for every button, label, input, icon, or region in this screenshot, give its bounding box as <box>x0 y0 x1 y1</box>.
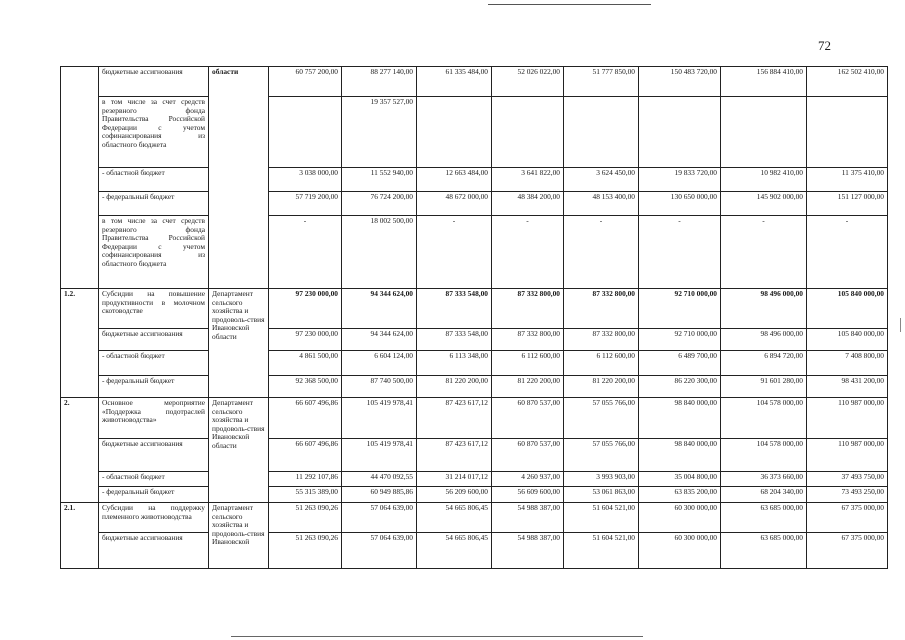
value-cell: 130 650 000,00 <box>639 192 721 216</box>
value-cell: 97 230 000,00 <box>269 329 342 351</box>
value-cell: 76 724 200,00 <box>342 192 417 216</box>
row-description: - федеральный бюджет <box>99 487 209 503</box>
row-number: 2.1. <box>61 503 99 569</box>
value-cell: 87 332 800,00 <box>492 289 564 329</box>
value-cell: 92 710 000,00 <box>639 289 721 329</box>
page-number: 72 <box>818 38 831 53</box>
value-cell: 4 861 500,00 <box>269 351 342 376</box>
value-cell: 81 220 200,00 <box>564 376 639 398</box>
value-cell: 87 423 617,12 <box>417 439 492 472</box>
table-row <box>61 533 888 569</box>
value-cell: 51 263 090,26 <box>269 503 342 533</box>
value-cell: 12 663 484,00 <box>417 168 492 192</box>
value-cell: 60 757 200,00 <box>269 67 342 97</box>
value-cell: 87 332 800,00 <box>492 329 564 351</box>
value-cell: 97 230 000,00 <box>269 289 342 329</box>
row-description: бюджетные ассигнования <box>99 329 209 351</box>
value-cell: 10 982 410,00 <box>721 168 807 192</box>
table-row <box>61 376 888 398</box>
value-cell: - <box>269 216 342 289</box>
value-cell: 7 408 800,00 <box>807 351 888 376</box>
value-cell: 3 038 000,00 <box>269 168 342 192</box>
value-cell: 35 004 800,00 <box>639 472 721 487</box>
value-cell: 68 204 340,00 <box>721 487 807 503</box>
value-cell: 60 949 885,86 <box>342 487 417 503</box>
value-cell: 63 685 000,00 <box>721 503 807 533</box>
table-row <box>61 398 888 439</box>
value-cell: 53 061 863,00 <box>564 487 639 503</box>
value-cell: 11 552 940,00 <box>342 168 417 192</box>
row-description: - федеральный бюджет <box>99 376 209 398</box>
table-row <box>61 487 888 503</box>
value-cell <box>417 97 492 168</box>
value-cell: 6 604 124,00 <box>342 351 417 376</box>
margin-mark <box>900 318 901 332</box>
value-cell: 98 840 000,00 <box>639 439 721 472</box>
value-cell: 36 373 660,00 <box>721 472 807 487</box>
value-cell: 11 292 107,86 <box>269 472 342 487</box>
value-cell: 4 260 937,00 <box>492 472 564 487</box>
value-cell: - <box>564 216 639 289</box>
table-row <box>61 97 888 168</box>
row-description: Субсидии на поддержку племенного животноводства <box>99 503 209 533</box>
table-row <box>61 351 888 376</box>
top-rule <box>488 4 651 5</box>
value-cell: - <box>417 216 492 289</box>
row-description: Субсидии на повышение продуктивности в молочном скотоводстве <box>99 289 209 329</box>
value-cell: 94 344 624,00 <box>342 289 417 329</box>
value-cell: 56 209 600,00 <box>417 487 492 503</box>
row-description: бюджетные ассигнования <box>99 439 209 472</box>
value-cell: 81 220 200,00 <box>492 376 564 398</box>
table-row <box>61 67 888 97</box>
value-cell: 3 641 822,00 <box>492 168 564 192</box>
value-cell: 60 300 000,00 <box>639 503 721 533</box>
value-cell: 44 470 092,55 <box>342 472 417 487</box>
value-cell <box>492 97 564 168</box>
value-cell <box>269 97 342 168</box>
value-cell: 60 870 537,00 <box>492 398 564 439</box>
value-cell: 87 332 800,00 <box>564 289 639 329</box>
value-cell: 11 375 410,00 <box>807 168 888 192</box>
row-description: бюджетные ассигнования <box>99 533 209 569</box>
value-cell: 110 987 000,00 <box>807 439 888 472</box>
value-cell: 6 112 600,00 <box>492 351 564 376</box>
value-cell: 67 375 000,00 <box>807 503 888 533</box>
value-cell: 57 064 639,00 <box>342 503 417 533</box>
value-cell: 6 112 600,00 <box>564 351 639 376</box>
value-cell: 56 609 600,00 <box>492 487 564 503</box>
value-cell: - <box>721 216 807 289</box>
value-cell: 162 502 410,00 <box>807 67 888 97</box>
value-cell: 105 840 000,00 <box>807 329 888 351</box>
value-cell: 48 153 400,00 <box>564 192 639 216</box>
value-cell: 60 870 537,00 <box>492 439 564 472</box>
value-cell: - <box>492 216 564 289</box>
row-executor: Департамент сельского хозяйства и продоволь-ствия Ивановской <box>209 503 269 569</box>
value-cell: 145 902 000,00 <box>721 192 807 216</box>
value-cell: 55 315 389,00 <box>269 487 342 503</box>
table-row <box>61 472 888 487</box>
table-row <box>61 439 888 472</box>
value-cell: 61 335 484,00 <box>417 67 492 97</box>
value-cell: 87 333 548,00 <box>417 329 492 351</box>
value-cell: 60 300 000,00 <box>639 533 721 569</box>
value-cell: 19 833 720,00 <box>639 168 721 192</box>
value-cell: 104 578 000,00 <box>721 439 807 472</box>
value-cell: 87 423 617,12 <box>417 398 492 439</box>
value-cell <box>639 97 721 168</box>
value-cell: 92 710 000,00 <box>639 329 721 351</box>
value-cell: 105 419 978,41 <box>342 439 417 472</box>
value-cell: 51 777 850,00 <box>564 67 639 97</box>
table-row <box>61 168 888 192</box>
value-cell: 57 719 200,00 <box>269 192 342 216</box>
value-cell: 19 357 527,00 <box>342 97 417 168</box>
value-cell: 81 220 200,00 <box>417 376 492 398</box>
value-cell: 18 002 500,00 <box>342 216 417 289</box>
value-cell: 67 375 000,00 <box>807 533 888 569</box>
value-cell: 86 220 300,00 <box>639 376 721 398</box>
value-cell: 31 214 017,12 <box>417 472 492 487</box>
table-row <box>61 289 888 329</box>
table-row <box>61 216 888 289</box>
value-cell: 6 894 720,00 <box>721 351 807 376</box>
budget-table <box>60 66 888 569</box>
value-cell: 54 988 387,00 <box>492 533 564 569</box>
value-cell: 57 055 766,00 <box>564 439 639 472</box>
bottom-rule <box>231 636 643 637</box>
value-cell: 151 127 000,00 <box>807 192 888 216</box>
table-row <box>61 503 888 533</box>
row-number <box>61 67 99 289</box>
value-cell: 51 604 521,00 <box>564 503 639 533</box>
value-cell: - <box>807 216 888 289</box>
table-row <box>61 192 888 216</box>
row-description: - областной бюджет <box>99 472 209 487</box>
row-executor: Департамент сельского хозяйства и продоволь-ствия Ивановской области <box>209 289 269 398</box>
row-number: 1.2. <box>61 289 99 398</box>
value-cell: 156 884 410,00 <box>721 67 807 97</box>
value-cell: 3 993 903,00 <box>564 472 639 487</box>
row-executor: области <box>209 67 269 289</box>
value-cell: 105 419 978,41 <box>342 398 417 439</box>
value-cell: 150 483 720,00 <box>639 67 721 97</box>
value-cell: 87 332 800,00 <box>564 329 639 351</box>
value-cell: 6 113 348,00 <box>417 351 492 376</box>
row-description: Основное мероприятие «Поддержка подотраслей животноводства» <box>99 398 209 439</box>
value-cell: 57 055 766,00 <box>564 398 639 439</box>
value-cell: 98 840 000,00 <box>639 398 721 439</box>
value-cell: 48 384 200,00 <box>492 192 564 216</box>
row-description: - областной бюджет <box>99 351 209 376</box>
value-cell: 52 026 022,00 <box>492 67 564 97</box>
value-cell: 37 493 750,00 <box>807 472 888 487</box>
value-cell: 57 064 639,00 <box>342 533 417 569</box>
value-cell: 73 493 250,00 <box>807 487 888 503</box>
value-cell: 54 988 387,00 <box>492 503 564 533</box>
value-cell: 98 431 200,00 <box>807 376 888 398</box>
row-description: - областной бюджет <box>99 168 209 192</box>
value-cell <box>721 97 807 168</box>
value-cell: 105 840 000,00 <box>807 289 888 329</box>
value-cell: 110 987 000,00 <box>807 398 888 439</box>
row-executor: Департамент сельского хозяйства и продоволь-ствия Ивановской области <box>209 398 269 503</box>
value-cell: 87 333 548,00 <box>417 289 492 329</box>
value-cell: 66 607 496,86 <box>269 398 342 439</box>
value-cell: 98 496 000,00 <box>721 289 807 329</box>
value-cell: - <box>639 216 721 289</box>
row-description: - федеральный бюджет <box>99 192 209 216</box>
row-number: 2. <box>61 398 99 503</box>
value-cell: 87 740 500,00 <box>342 376 417 398</box>
table-row <box>61 329 888 351</box>
row-description: в том числе за счет средств резервного фонда Правительства Российской Федерации с учетом софинансирования из областного бюджета <box>99 97 209 168</box>
value-cell: 3 624 450,00 <box>564 168 639 192</box>
value-cell: 91 601 280,00 <box>721 376 807 398</box>
value-cell <box>807 97 888 168</box>
value-cell: 66 607 496,86 <box>269 439 342 472</box>
value-cell: 104 578 000,00 <box>721 398 807 439</box>
value-cell: 92 368 500,00 <box>269 376 342 398</box>
value-cell: 48 672 000,00 <box>417 192 492 216</box>
value-cell: 51 604 521,00 <box>564 533 639 569</box>
row-description: в том числе за счет средств резервного фонда Правительства Российской Федерации с учетом софинансирования из областного бюджета <box>99 216 209 289</box>
value-cell: 51 263 090,26 <box>269 533 342 569</box>
value-cell: 54 665 806,45 <box>417 503 492 533</box>
value-cell: 6 489 700,00 <box>639 351 721 376</box>
value-cell: 63 835 200,00 <box>639 487 721 503</box>
value-cell <box>564 97 639 168</box>
value-cell: 98 496 000,00 <box>721 329 807 351</box>
value-cell: 63 685 000,00 <box>721 533 807 569</box>
value-cell: 94 344 624,00 <box>342 329 417 351</box>
value-cell: 88 277 140,00 <box>342 67 417 97</box>
value-cell: 54 665 806,45 <box>417 533 492 569</box>
row-description: бюджетные ассигнования <box>99 67 209 97</box>
